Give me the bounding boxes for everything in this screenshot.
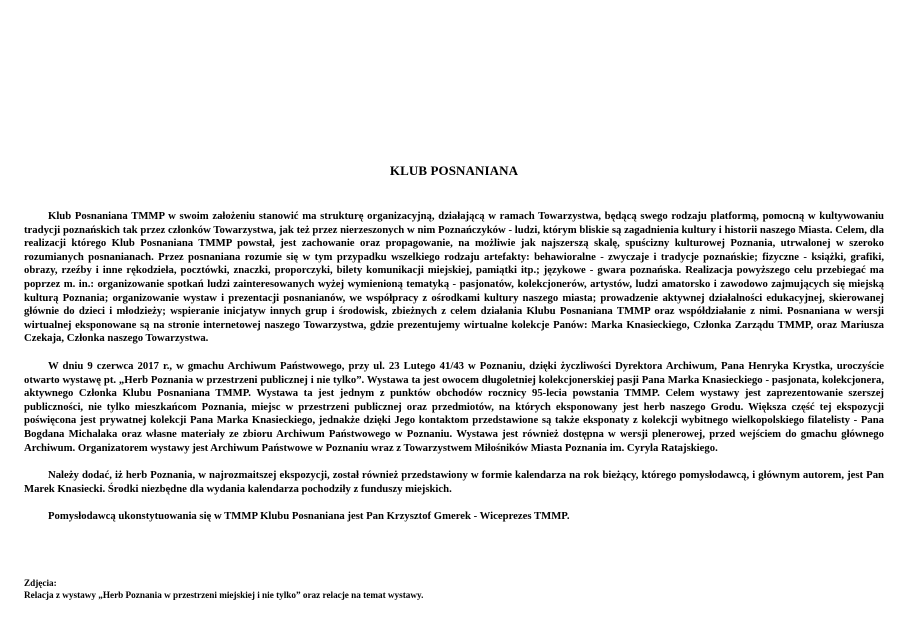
document-title: KLUB POSNANIANA <box>389 163 519 178</box>
paragraph-founder: Pomysłodawcą ukonstytuowania się w TMMP Klubu Posnaniana jest Pan Krzysztof Gmerek - Wiceprezes TMMP. <box>48 510 570 523</box>
photos-caption-link[interactable]: Relacja z wystawy „Herb Poznania w przestrzeni miejskiej i nie tylko” oraz relacje na temat wystawy. <box>24 590 424 600</box>
paragraph-club-description: Klub Posnaniana TMMP w swoim założeniu stanowić ma strukturę organizacyjną, działającą w ramach Towarzystwa, będącą swego rodzaju platformą, pomocną w kultywowaniu tradycji poznańskich tak przez członków Towarzystwa, jak też przez nierzeszonych w nim Poznańczyków - ludzi, którym bliskie są zagadnienia kultury i historii naszego Miasta. Celem, dla realizacji którego Klub Posnaniana TMMP powstał, jest zachowanie oraz propagowanie, na możliwie jak najszerszą skalę, spuścizny kulturowej Poznania, utrwalonej w szeroko rozumianych posnanianach. Przez posnaniana rozumie się w tym przypadku wszelkiego rodzaju artefakty: behawioralne - zwyczaje i tradycje poznańskie; fizyczne - książki, grafiki, obrazy, rzeźby i inne rękodzieła, pocztówki, znaczki, proporczyki, bilety komunikacji miejskiej, pamiątki itp.; językowe - gwara poznańska. Realizacja powyższego celu przebiegać ma poprzez m. in.: organizowanie spotkań ludzi zainteresowanych wyżej wymienioną tematyką - pasjonatów, kolekcjonerów, artystów, ludzi amatorsko i zawodowo zajmujących się miejską kulturą Poznania; organizowanie wystaw i prezentacji posnanianów, we współpracy z ośrodkami kultury naszego miasta; prowadzenie aktywnej działalności edukacyjnej, skierowanej głównie do dzieci i młodzieży; wspieranie inicjatyw innych grup i środowisk, zbieżnych z celem działania Klubu Posnaniana TMMP oraz współdziałanie z nimi. Posnaniana w wersji wirtualnej eksponowane są na stronie internetowej naszego Towarzystwa, gdzie prezentujemy wirtualne kolekcje Panów: Marka Knasieckiego, Członka Zarządu TMMP, oraz Mariusza Czekaja, Członka naszego Towarzystwa. <box>24 210 884 345</box>
paragraph-exhibition: W dniu 9 czerwca 2017 r., w gmachu Archiwum Państwowego, przy ul. 23 Lutego 41/43 w Poznaniu, dzięki życzliwości Dyrektora Archiwum, Pana Henryka Krystka, uroczyście otwarto wystawę pt. „Herb Poznania w przestrzeni publicznej i nie tylko”. Wystawa ta jest owocem długoletniej kolekcjonerskiej pasji Pana Marka Knasieckiego - pasjonata, kolekcjonera, aktywnego Członka Klubu Posnaniana TMMP. Wystawa ta jest jednym z punktów obchodów rocznicy 95-lecia powstania TMMP. Celem wystawy jest zaprezentowanie szerszej publiczności, nie tylko mieszkańcom Poznania, miejsc w przestrzeni publicznej oraz przedmiotów, na których eksponowany jest herb naszego Grodu. Większa część tej ekspozycji poświęcona jest prywatnej kolekcji Pana Marka Knasieckiego, jednakże dzięki Jego kontaktom przedstawione są także eksponaty z kolekcji wybitnego wielkopolskiego filatelisty - Pana Bogdana Michalaka oraz własne materiały ze zbioru Archiwum Państwowego w Poznaniu. Wystawa jest również dostępna w wersji plenerowej, przed wejściem do gmachu głównego Archiwum. Organizatorem wystawy jest Archiwum Państwowe w Poznaniu wraz z Towarzystwem Miłośników Miasta Poznania im. Cyryla Ratajskiego. <box>24 359 884 454</box>
photos-heading: Zdjęcia: <box>24 578 57 588</box>
photos-section <box>24 577 884 601</box>
paragraph-calendar: Należy dodać, iż herb Poznania, w najrozmaitszej ekspozycji, został również przedstawiony w formie kalendarza na rok bieżący, którego pomysłodawcą, i głównym autorem, jest Pan Marek Knasiecki. Środki niezbędne dla wydania kalendarza pochodziły z funduszy miejskich. <box>24 469 884 495</box>
document-body <box>24 210 884 538</box>
